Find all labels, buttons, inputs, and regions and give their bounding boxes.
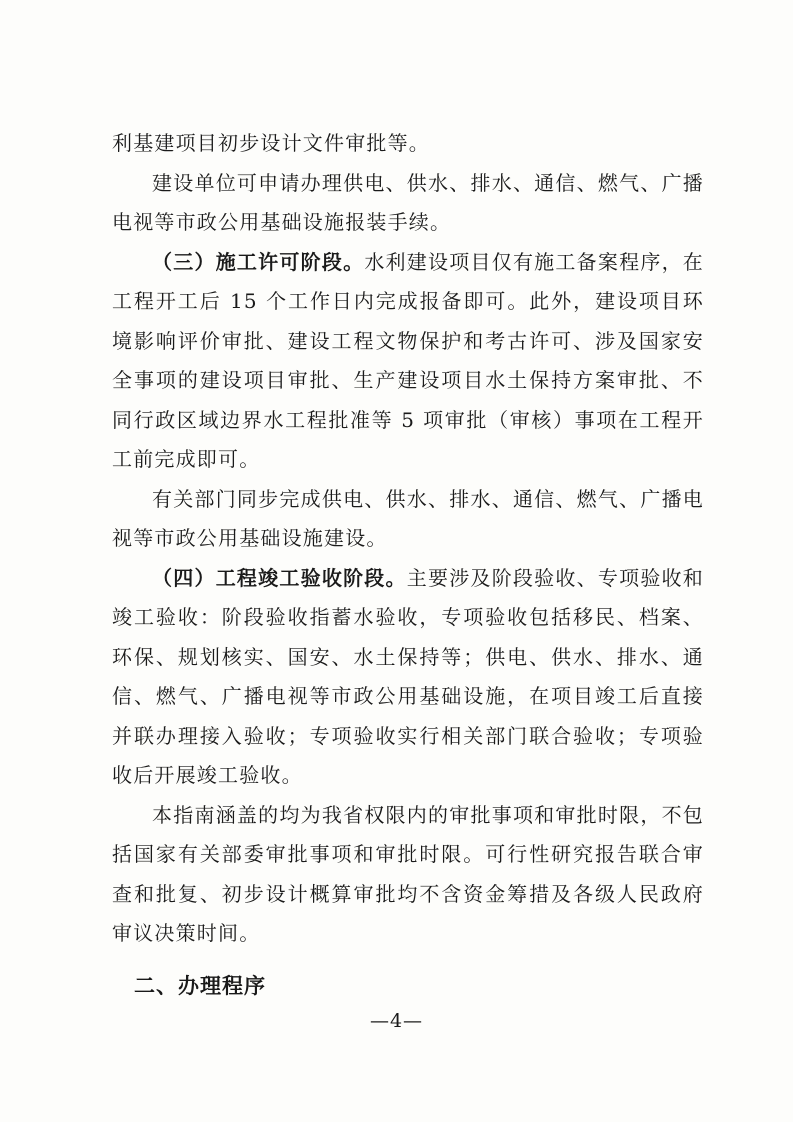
paragraph-utility-construction: 有关部门同步完成供电、供水、排水、通信、燃气、广播电视等市政公用基础设施建设。 [112, 486, 704, 550]
body-text [112, 124, 704, 954]
section-heading: 二、办理程序 [134, 974, 266, 998]
heading-construction-permit-stage: （三）施工许可阶段。 [152, 249, 365, 274]
paragraph-construction-permit [112, 243, 704, 480]
paragraph-completion-acceptance [112, 559, 704, 796]
construction-permit-body: 水利建设项目仅有施工备案程序，在工程开工后 15 个工作日内完成报备即可。此外，建设项目环境影响评价审批、建设工程文物保护和考古许可、涉及国家安全事项的建设项目审批、生产建设项目水土保持方案审批、不同行政区域边界水工程批准等 5 项审批（审核）事项在工程开工前完成即可。 [112, 249, 705, 471]
paragraph-continuation: 利基建项目初步设计文件审批等。 [112, 131, 430, 155]
paragraph-utility-installation: 建设单位可申请办理供电、供水、排水、通信、燃气、广播电视等市政公用基础设施报装手续。 [112, 170, 704, 234]
page-number: —4— [369, 1010, 424, 1032]
paragraph-scope-note: 本指南涵盖的均为我省权限内的审批事项和审批时限，不包括国家有关部委审批事项和审批时限。可行性研究报告联合审查和批复、初步设计概算审批均不含资金筹措及各级人民政府审议决策时间。 [112, 802, 704, 945]
heading-completion-acceptance-stage: （四）工程竣工验收阶段。 [152, 565, 407, 590]
completion-acceptance-body: 主要涉及阶段验收、专项验收和竣工验收：阶段验收指蓄水验收，专项验收包括移民、档案、环保、规划核实、国安、水土保持等；供电、供水、排水、通信、燃气、广播电视等市政公用基础设施，在项目竣工后直接并联办理接入验收；专项验收实行相关部门联合验收；专项验收后开展竣工验收。 [112, 565, 704, 787]
